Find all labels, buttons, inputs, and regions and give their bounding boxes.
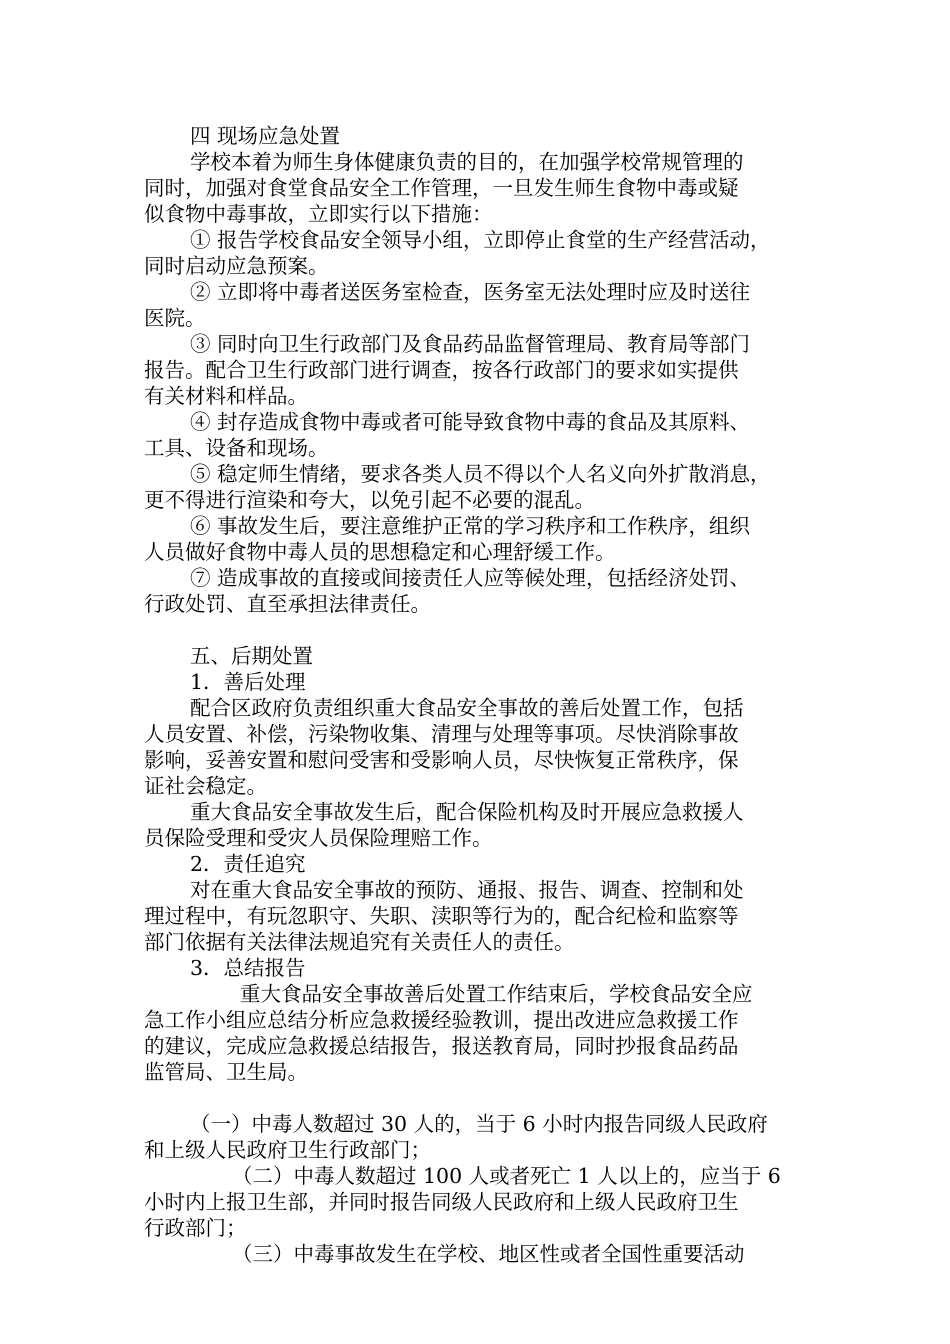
paragraph-line: 和上级人民政府卫生行政部门； (144, 1138, 431, 1162)
paragraph-line: 监管局、卫生局。 (144, 1060, 308, 1084)
paragraph-line: 理过程中，有玩忽职守、失职、渎职等行为的，配合纪检和监察等 (144, 904, 739, 928)
paragraph-line: 学校本着为师生身体健康负责的目的，在加强学校常规管理的 (190, 150, 744, 174)
paragraph-line: 部门依据有关法律法规追究有关责任人的责任。 (144, 930, 575, 954)
subheading-summary-report: 3．总结报告 (190, 956, 306, 980)
section-heading-follow-up: 五、后期处置 (190, 644, 313, 668)
paragraph-line: 员保险受理和受灾人员保险理赔工作。 (144, 826, 493, 850)
paragraph-line: 医院。 (144, 306, 206, 330)
paragraph-line: 的建议，完成应急救援总结报告，报送教育局，同时抄报食品药品 (144, 1034, 739, 1058)
clause-2: （二）中毒人数超过 100 人或者死亡 1 人以上的，应当于 6 (232, 1164, 781, 1188)
list-item-5: ⑤ 稳定师生情绪，要求各类人员不得以个人名义向外扩散消息， (190, 462, 771, 486)
paragraph-line: 对在重大食品安全事故的预防、通报、报告、调查、控制和处 (190, 878, 744, 902)
paragraph-line: 有关材料和样品。 (144, 384, 308, 408)
paragraph-line: 似食物中毒事故，立即实行以下措施： (144, 202, 493, 226)
section-heading-on-site-response: 四 现场应急处置 (190, 124, 341, 148)
clause-3: （三）中毒事故发生在学校、地区性或者全国性重要活动 (232, 1242, 745, 1266)
clause-1: （一）中毒人数超过 30 人的，当于 6 小时内报告同级人民政府 (190, 1112, 768, 1136)
list-item-1: ① 报告学校食品安全领导小组，立即停止食堂的生产经营活动， (190, 228, 771, 252)
paragraph-line: 急工作小组应总结分析应急救援经验教训，提出改进应急救援工作 (144, 1008, 739, 1032)
paragraph-line: 重大食品安全事故善后处置工作结束后，学校食品安全应 (240, 982, 753, 1006)
paragraph-line: 同时，加强对食堂食品安全工作管理，一旦发生师生食物中毒或疑 (144, 176, 739, 200)
paragraph-line: 同时启动应急预案。 (144, 254, 329, 278)
paragraph-line: 小时内上报卫生部，并同时报告同级人民政府和上级人民政府卫生 (144, 1190, 739, 1214)
list-item-3: ③ 同时向卫生行政部门及食品药品监督管理局、教育局等部门 (190, 332, 751, 356)
paragraph-line: 更不得进行渲染和夸大，以免引起不必要的混乱。 (144, 488, 595, 512)
subheading-accountability: 2．责任追究 (190, 852, 306, 876)
list-item-6: ⑥ 事故发生后，要注意维护正常的学习秩序和工作秩序，组织 (190, 514, 751, 538)
paragraph-line: 人员做好食物中毒人员的思想稳定和心理舒缓工作。 (144, 540, 616, 564)
paragraph-line: 报告。配合卫生行政部门进行调查，按各行政部门的要求如实提供 (144, 358, 739, 382)
list-item-7: ⑦ 造成事故的直接或间接责任人应等候处理，包括经济处罚、 (190, 566, 751, 590)
subheading-aftermath: 1．善后处理 (190, 670, 306, 694)
list-item-2: ② 立即将中毒者送医务室检查，医务室无法处理时应及时送往 (190, 280, 751, 304)
paragraph-line: 证社会稳定。 (144, 774, 267, 798)
paragraph-line: 配合区政府负责组织重大食品安全事故的善后处置工作，包括 (190, 696, 744, 720)
paragraph-line: 行政处罚、直至承担法律责任。 (144, 592, 431, 616)
paragraph-line: 行政部门； (144, 1216, 247, 1240)
list-item-4: ④ 封存造成食物中毒或者可能导致食物中毒的食品及其原料、 (190, 410, 751, 434)
paragraph-line: 影响，妥善安置和慰问受害和受影响人员，尽快恢复正常秩序，保 (144, 748, 739, 772)
paragraph-line: 工具、设备和现场。 (144, 436, 329, 460)
paragraph-line: 人员安置、补偿，污染物收集、清理与处理等事项。尽快消除事故 (144, 722, 739, 746)
paragraph-line: 重大食品安全事故发生后，配合保险机构及时开展应急救援人 (190, 800, 744, 824)
